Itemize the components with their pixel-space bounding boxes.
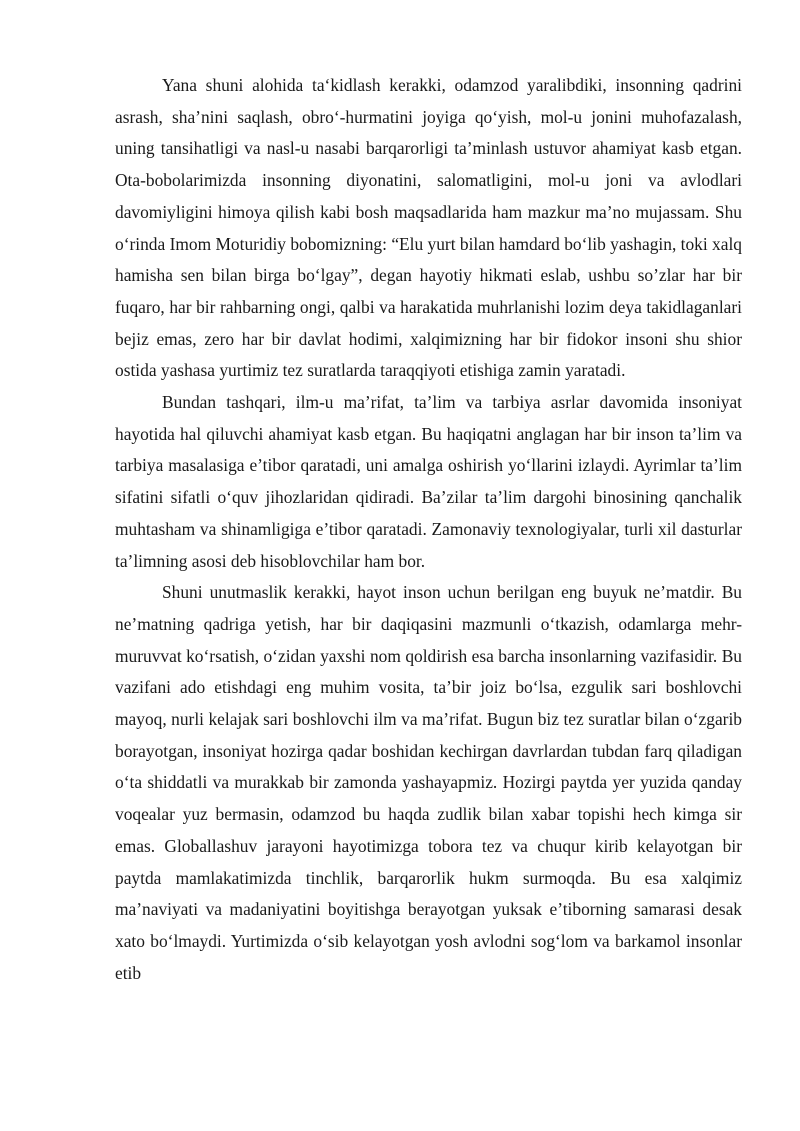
paragraph-3: Shuni unutmaslik kerakki, hayot inson uchun berilgan eng buyuk ne’matdir. Bu ne’matning qadriga yetish, har bir daqiqasini mazmunli o‘tkazish, odamlarga mehr-muruvvat ko‘rsatish, o‘zidan yaxshi nom qoldirish esa barcha insonlarning vazifasidir. Bu vazifani ado etishdagi eng muhim vosita, ta’bir joiz bo‘lsa, ezgulik sari boshlovchi mayoq, nurli kelajak sari boshlovchi ilm va ma’rifat. Bugun biz tez suratlar bilan o‘zgarib borayotgan, insoniyat hozirga qadar boshidan kechirgan davrlardan tubdan farq qiladigan o‘ta shiddatli va murakkab bir zamonda yashayapmiz. Hozirgi paytda yer yuzida qanday voqealar yuz bermasin, odamzod bu haqda zudlik bilan xabar topishi hech kimga sir emas. Globallashuv jarayoni hayotimizga tobora tez va chuqur kirib kelayotgan bir paytda mamlakatimizda tinchlik, barqarorlik hukm surmoqda. Bu esa xalqimiz ma’naviyati va madaniyatini boyitishga berayotgan yuksak e’tiborning samarasi desak xato bo‘lmaydi. Yurtimizda o‘sib kelayotgan yosh avlodni sog‘lom va barkamol insonlar etib [115, 582, 742, 983]
document-body [115, 70, 742, 989]
paragraph-2: Bundan tashqari, ilm-u ma’rifat, ta’lim va tarbiya asrlar davomida insoniyat hayotida hal qiluvchi ahamiyat kasb etgan. Bu haqiqatni anglagan har bir inson ta’lim va tarbiya masalasiga e’tibor qaratadi, uni amalga oshirish yo‘llarini izlaydi. Ayrimlar ta’lim sifatini sifatli o‘quv jihozlaridan qidiradi. Ba’zilar ta’lim dargohi binosining qanchalik muhtasham va shinamligiga e’tibor qaratadi. Zamonaviy texnologiyalar, turli xil dasturlar ta’limning asosi deb hisoblovchilar ham bor. [115, 392, 742, 571]
paragraph-1: Yana shuni alohida ta‘kidlash kerakki, odamzod yaralibdiki, insonning qadrini asrash, sha’nini saqlash, obro‘-hurmatini joyiga qo‘yish, mol-u jonini muhofazalash, uning tansihatligi va nasl-u nasabi barqarorligi ta’minlash ustuvor ahamiyat kasb etgan. Ota-bobolarimizda insonning diyonatini, salomatligini, mol-u joni va avlodlari davomiyligini himoya qilish kabi bosh maqsadlarida ham mazkur ma’no mujassam. Shu o‘rinda Imom Moturidiy bobomizning: “Elu yurt bilan hamdard bo‘lib yashagin, toki xalq hamisha sen bilan birga bo‘lgay”, degan hayotiy hikmati eslab, ushbu so’zlar har bir fuqaro, har bir rahbarning ongi, qalbi va harakatida muhrlanishi lozim deya takidlaganlari bejiz emas, zero har bir davlat hodimi, xalqimizning har bir fidokor insoni shu shior ostida yashasa yurtimiz tez suratlarda taraqqiyoti etishiga zamin yaratadi. [115, 75, 742, 381]
